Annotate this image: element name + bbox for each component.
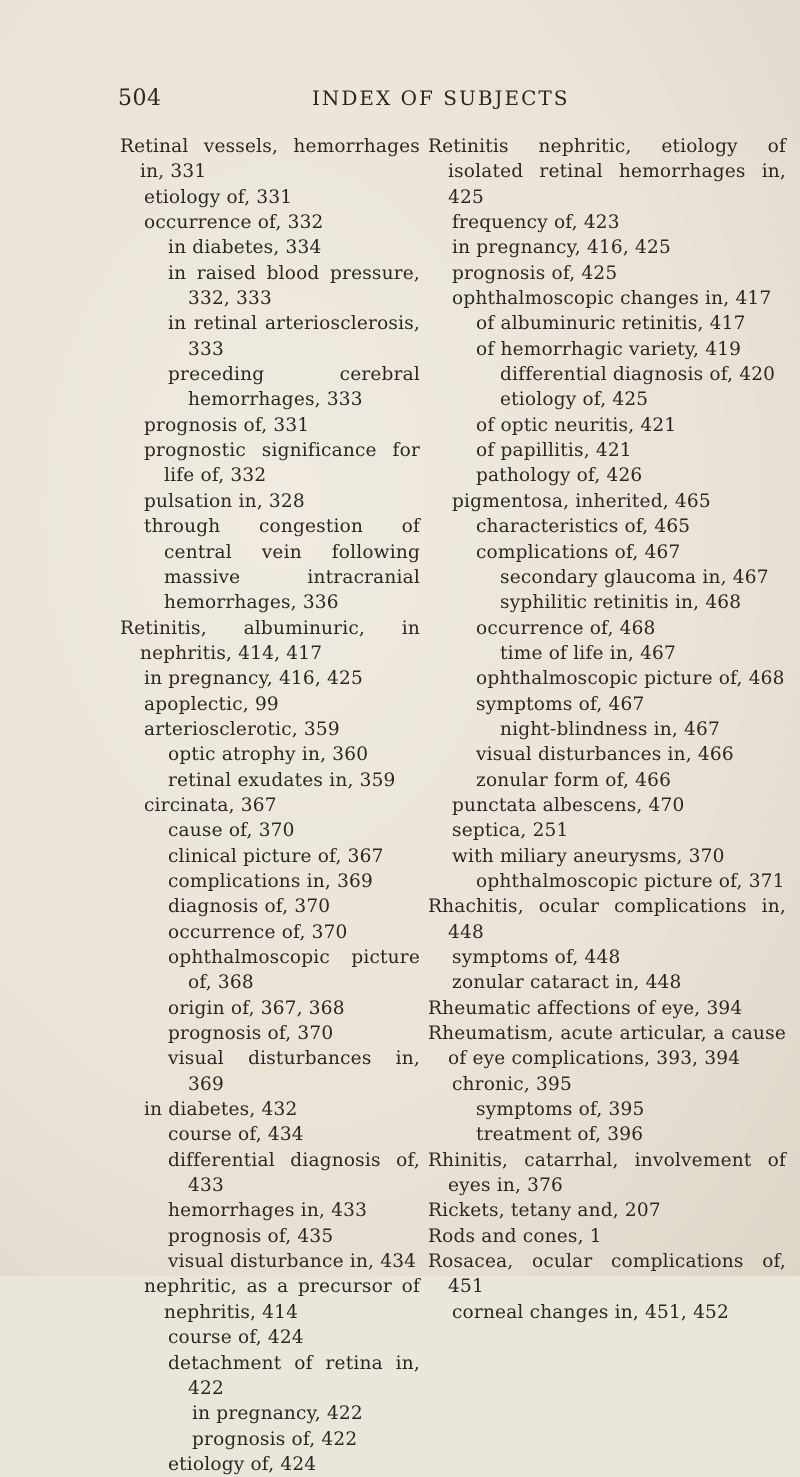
index-column-right	[428, 134, 786, 1325]
index-entry: Retinitis nephritic, etiology of isolated retinal hemorrhages in, 425	[428, 136, 786, 208]
index-entry: circinata, 367	[144, 794, 277, 816]
index-entry: zonular form of, 466	[476, 769, 672, 791]
index-entry: course of, 434	[168, 1124, 304, 1146]
index-entry: treatment of, 396	[476, 1124, 644, 1146]
index-entry: clinical picture of, 367	[168, 845, 384, 867]
index-entry: optic atrophy in, 360	[168, 744, 369, 766]
index-entry: symptoms of, 467	[476, 693, 645, 715]
index-entry: septica, 251	[452, 820, 569, 842]
index-entry: in retinal arteriosclerosis, 333	[168, 313, 420, 360]
index-entry: in pregnancy, 422	[192, 1403, 363, 1425]
index-entry: nephritic, as a precursor of nephritis, 414	[144, 1276, 420, 1323]
index-entry: etiology of, 424	[168, 1453, 317, 1475]
page-header	[0, 86, 800, 116]
index-entry: time of life in, 467	[500, 642, 677, 664]
index-entry: preceding cerebral hemorrhages, 333	[168, 364, 420, 411]
index-entry: Rosacea, ocular complications of, 451	[428, 1251, 786, 1298]
index-entry: cause of, 370	[168, 820, 295, 842]
index-entry: with miliary aneurysms, 370	[452, 845, 725, 867]
index-entry: pigmentosa, inherited, 465	[452, 490, 711, 512]
index-entry: hemorrhages in, 433	[168, 1200, 368, 1222]
index-entry: ophthalmoscopic picture of, 368	[168, 947, 420, 994]
index-entry: visual disturbance in, 434	[168, 1251, 417, 1273]
index-entry: through congestion of central vein following massive intracranial hemorrhages, 336	[144, 516, 420, 614]
index-entry: prognosis of, 435	[168, 1225, 334, 1247]
index-entry: in diabetes, 432	[144, 1099, 298, 1121]
index-entry: detachment of retina in, 422	[168, 1352, 420, 1399]
index-entry: visual disturbances in, 466	[476, 744, 734, 766]
index-entry: prognostic significance for life of, 332	[144, 440, 420, 487]
index-entry: zonular cataract in, 448	[452, 972, 682, 994]
index-entry: in raised blood pressure, 332, 333	[168, 262, 420, 310]
index-entry: prognosis of, 370	[168, 1023, 334, 1045]
index-entry: etiology of, 425	[500, 389, 649, 411]
index-entry: ophthalmoscopic picture of, 468	[476, 668, 785, 690]
index-entry: complications of, 467	[476, 541, 681, 563]
index-entry: of hemorrhagic variety, 419	[476, 338, 742, 360]
index-entry: corneal changes in, 451, 452	[452, 1301, 729, 1323]
index-entry: prognosis of, 425	[452, 262, 618, 284]
index-entry: Retinal vessels, hemorrhages in, 331	[120, 136, 420, 183]
index-entry: Rheumatic affections of eye, 394	[428, 997, 743, 1019]
index-entry: secondary glaucoma in, 467	[500, 566, 769, 588]
index-entry: prognosis of, 422	[192, 1428, 358, 1450]
index-entry: differential diagnosis of, 420	[500, 364, 776, 386]
index-entry: frequency of, 423	[452, 212, 620, 234]
index-entry: differential diagnosis of, 433	[168, 1149, 420, 1197]
index-entry: arteriosclerotic, 359	[144, 718, 340, 740]
index-entry: in diabetes, 334	[168, 237, 322, 259]
index-entry: syphilitic retinitis in, 468	[500, 592, 742, 614]
index-entry: pulsation in, 328	[144, 490, 305, 512]
index-entry: punctata albescens, 470	[452, 794, 685, 816]
index-entry: diagnosis of, 370	[168, 896, 331, 918]
index-entry: Retinitis, albuminuric, in nephritis, 414, 417	[120, 617, 420, 664]
index-entry: origin of, 367, 368	[168, 997, 345, 1019]
index-entry: ophthalmoscopic picture of, 371	[476, 870, 785, 892]
index-entry: course of, 424	[168, 1327, 304, 1349]
index-entry: night-blindness in, 467	[500, 718, 720, 740]
index-entry: of albuminuric retinitis, 417	[476, 313, 746, 335]
index-entry: Rheumatism, acute articular, a cause of eye complications, 393, 394	[428, 1023, 786, 1070]
index-entry: symptoms of, 395	[476, 1099, 645, 1121]
index-entry: of optic neuritis, 421	[476, 414, 677, 436]
index-entry: occurrence of, 332	[144, 212, 324, 234]
index-entry: occurrence of, 370	[168, 921, 348, 943]
index-entry: chronic, 395	[452, 1073, 572, 1095]
index-entry: etiology of, 331	[144, 186, 293, 208]
page-number: 504	[118, 86, 162, 111]
index-entry: of papillitis, 421	[476, 440, 632, 462]
index-entry: visual disturbances in, 369	[168, 1048, 420, 1095]
index-entry: prognosis of, 331	[144, 414, 310, 436]
index-entry: Rhachitis, ocular complications in, 448	[428, 896, 786, 943]
running-head: INDEX OF SUBJECTS	[312, 86, 570, 110]
index-entry: in pregnancy, 416, 425	[452, 237, 671, 259]
index-entry: apoplectic, 99	[144, 693, 279, 715]
index-entry: pathology of, 426	[476, 465, 643, 487]
index-entry: ophthalmoscopic changes in, 417	[452, 288, 772, 310]
index-entry: occurrence of, 468	[476, 617, 656, 639]
index-entry: Rods and cones, 1	[428, 1225, 602, 1247]
index-entry: in pregnancy, 416, 425	[144, 668, 363, 690]
index-entry: characteristics of, 465	[476, 516, 691, 538]
index-entry: Rickets, tetany and, 207	[428, 1200, 661, 1222]
index-entry: Rhinitis, catarrhal, involvement of eyes in, 376	[428, 1149, 786, 1197]
index-entry: retinal exudates in, 359	[168, 769, 396, 791]
index-entry: complications in, 369	[168, 870, 373, 892]
index-entry: symptoms of, 448	[452, 947, 621, 968]
